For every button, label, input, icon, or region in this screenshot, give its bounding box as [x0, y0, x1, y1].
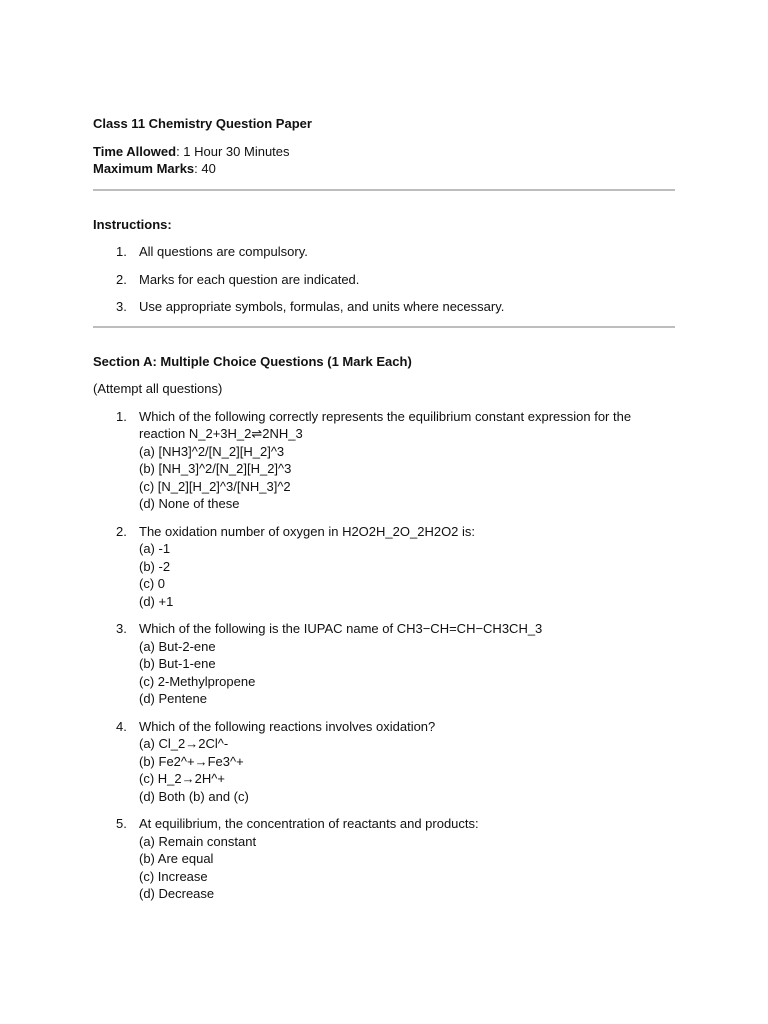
- instruction-text: Use appropriate symbols, formulas, and units where necessary.: [139, 299, 505, 314]
- maximum-marks-line: [93, 160, 675, 178]
- question-text: Which of the following correctly represents the equilibrium constant expression for the reaction N_2+3H_2⇌2NH_3: [139, 408, 632, 441]
- option-d: (d) Decrease: [139, 886, 215, 901]
- option-d: (d) Both (b) and (c): [139, 788, 249, 804]
- option-a: (a) But-2-ene: [139, 638, 216, 654]
- option-b: (b) Fe2^+→Fe3^+: [139, 753, 244, 769]
- option-b: (b) But-1-ene: [139, 656, 216, 671]
- option-c: (c) Increase: [139, 868, 208, 884]
- instructions-list: [93, 243, 675, 316]
- option-c: (c) [N_2][H_2]^3/[NH_3]^2: [139, 478, 291, 494]
- question-item: [93, 620, 675, 708]
- section-a-heading: Section A: Multiple Choice Questions (1 Mark Each): [93, 353, 412, 369]
- option-d: (d) +1: [139, 593, 174, 609]
- instruction-number: 1.: [116, 244, 127, 259]
- maximum-marks-label: Maximum Marks: [93, 161, 195, 176]
- instruction-item: [93, 298, 675, 316]
- question-text: At equilibrium, the concentration of reactants and products:: [139, 816, 479, 831]
- document-content: [93, 115, 675, 913]
- question-number: 5.: [116, 816, 127, 831]
- time-allowed-label: Time Allowed: [93, 143, 177, 159]
- question-number: 3.: [116, 621, 127, 636]
- option-a: (a) Remain constant: [139, 833, 257, 849]
- instruction-text: Marks for each question are indicated.: [139, 271, 360, 287]
- question-list: [93, 408, 675, 903]
- option-c: (c) H_2→2H^+: [139, 771, 225, 786]
- section-a-note: (Attempt all questions): [93, 381, 223, 396]
- question-number: 1.: [116, 408, 127, 424]
- time-allowed-line: [93, 143, 675, 161]
- question-text: The oxidation number of oxygen in H2O2H_2O_2H2O2 is:: [139, 523, 476, 539]
- instruction-number: 3.: [116, 299, 127, 314]
- divider-middle: [93, 326, 675, 328]
- instructions-heading: Instructions:: [93, 216, 172, 232]
- option-a: (a) -1: [139, 541, 171, 556]
- instruction-text: All questions are compulsory.: [139, 244, 308, 259]
- question-item: [93, 815, 675, 903]
- option-d: (d) None of these: [139, 496, 240, 511]
- question-item: [93, 718, 675, 806]
- option-b: (b) -2: [139, 558, 171, 574]
- divider-top: [93, 189, 675, 191]
- instruction-item: [93, 243, 675, 261]
- instruction-number: 2.: [116, 271, 127, 287]
- question-item: [93, 523, 675, 611]
- option-d: (d) Pentene: [139, 691, 207, 706]
- option-c: (c) 2-Methylpropene: [139, 673, 256, 689]
- question-text: Which of the following is the IUPAC name of CH3−CH=CH−CH3CH_3: [139, 621, 543, 636]
- option-a: (a) Cl_2→2Cl^-: [139, 736, 229, 751]
- question-text: Which of the following reactions involves oxidation?: [139, 718, 436, 734]
- question-item: [93, 408, 675, 513]
- question-number: 4.: [116, 718, 127, 734]
- question-number: 2.: [116, 523, 127, 539]
- option-b: (b) [NH_3]^2/[N_2][H_2]^3: [139, 461, 292, 476]
- option-c: (c) 0: [139, 576, 165, 591]
- maximum-marks-value: : 40: [194, 161, 216, 176]
- option-a: (a) [NH3]^2/[N_2][H_2]^3: [139, 443, 285, 459]
- paper-title: Class 11 Chemistry Question Paper: [93, 116, 312, 131]
- time-allowed-value: : 1 Hour 30 Minutes: [176, 143, 290, 159]
- option-b: (b) Are equal: [139, 851, 214, 866]
- instruction-item: [93, 271, 675, 289]
